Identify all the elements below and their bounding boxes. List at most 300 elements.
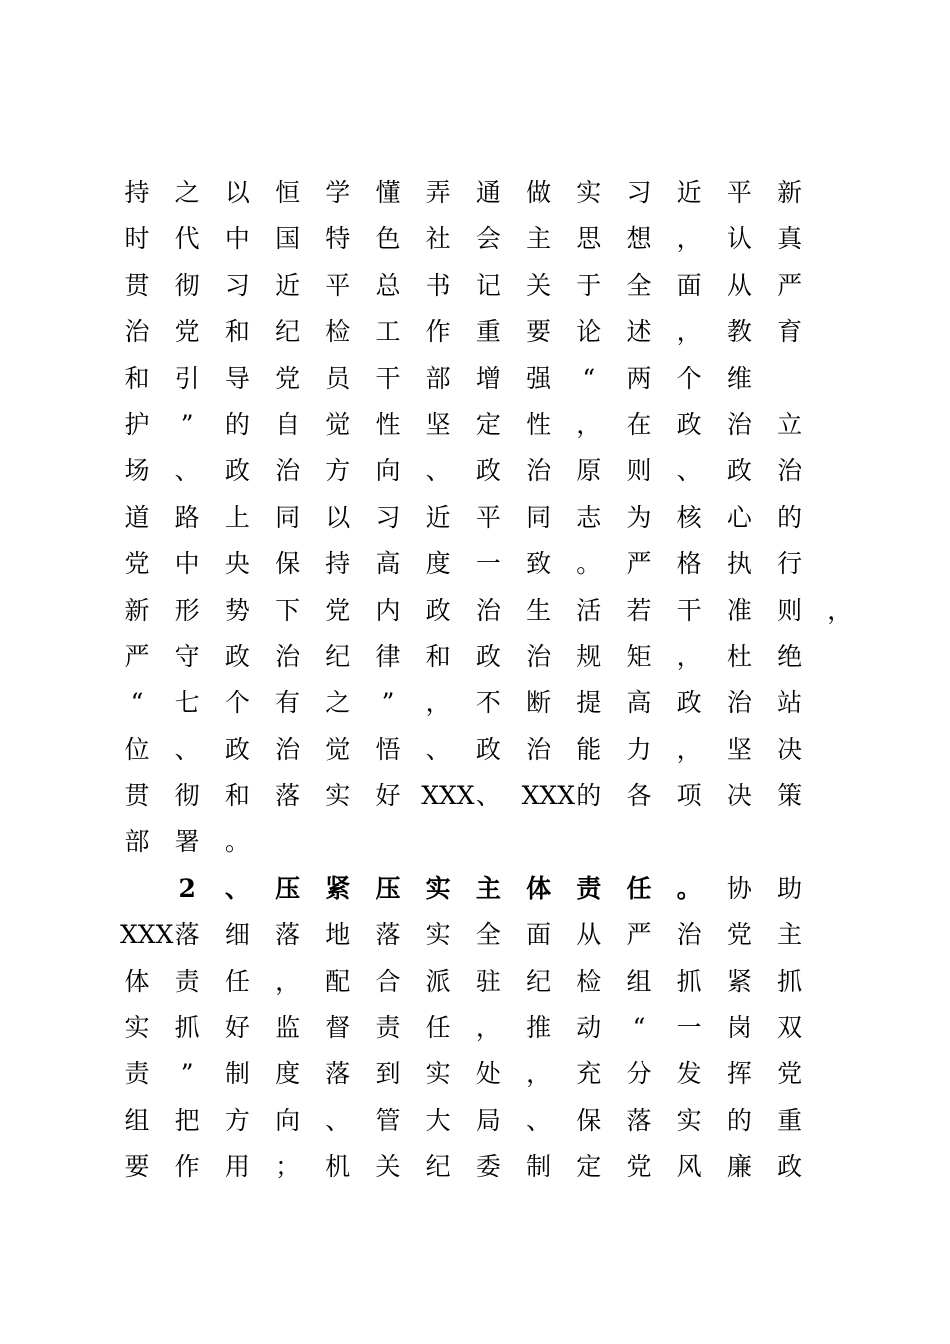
text-char: 政 [224, 456, 250, 486]
text-char: 治 [526, 734, 552, 764]
text-char: 内 [375, 595, 401, 625]
text-char: 组 [626, 966, 652, 996]
text-char: 落 [325, 1059, 351, 1089]
text-char: 治 [275, 734, 301, 764]
text-char: 决 [726, 781, 752, 811]
text-char: 局 [475, 1105, 501, 1135]
text-char: 贯 [124, 270, 150, 300]
text-char: 策 [777, 781, 803, 811]
text-char: 恒 [275, 178, 301, 207]
text-char: 彻 [174, 781, 200, 811]
text-char: 总 [375, 270, 401, 300]
text-line [124, 216, 850, 262]
text-char: 干 [375, 363, 401, 393]
text-char: 制 [224, 1059, 250, 1089]
text-char: 全 [626, 270, 652, 300]
text-char: 检 [325, 317, 351, 347]
text-char: 纪 [425, 1152, 451, 1182]
text-line [124, 402, 850, 448]
text-char: 工 [375, 317, 401, 347]
text-char: 检 [576, 966, 602, 996]
text-char: 委 [475, 1152, 501, 1182]
text-char: 主 [777, 920, 803, 950]
text-char: 体 [526, 873, 552, 903]
text-char: 压 [275, 873, 301, 903]
text-char: ， [475, 1013, 501, 1043]
text-char: 向 [275, 1105, 301, 1135]
text-char: 思 [576, 224, 602, 254]
text-char: 增 [475, 363, 501, 393]
text-char: 杜 [726, 641, 752, 671]
text-char: 政 [224, 734, 250, 764]
text-char: 党 [626, 1152, 652, 1182]
text-char: 署 [174, 827, 200, 857]
text-char: 治 [526, 641, 552, 671]
text-line [124, 1144, 850, 1190]
text-char: 势 [224, 595, 250, 625]
text-char: 。 [224, 827, 250, 857]
text-char: 责 [174, 966, 200, 996]
text-char: 党 [726, 920, 752, 950]
text-char: 责 [124, 1059, 150, 1089]
text-char: 2 [178, 873, 196, 903]
text-char: 、 [676, 456, 702, 486]
text-char: 落 [375, 920, 401, 950]
text-char: 则 [626, 456, 652, 486]
text-line [124, 495, 850, 541]
text-char: 政 [676, 688, 702, 718]
text-char: 认 [726, 224, 752, 254]
text-char: 行 [777, 549, 803, 579]
text-char: 责 [375, 1013, 401, 1043]
text-char: 同 [275, 502, 301, 532]
text-char: 定 [576, 1152, 602, 1182]
text-char: 教 [726, 317, 752, 347]
text-char: 廉 [726, 1152, 752, 1182]
text-char: 学 [325, 178, 351, 207]
text-char: 纪 [526, 966, 552, 996]
text-char: 关 [526, 270, 552, 300]
text-char: 推 [526, 1013, 552, 1043]
text-char: 实 [425, 873, 451, 903]
text-char: 引 [174, 363, 200, 393]
text-char: 地 [325, 920, 351, 950]
text-char: 时 [124, 224, 150, 254]
text-char: 新 [777, 178, 803, 207]
text-char: 习 [626, 178, 652, 207]
text-line [124, 959, 850, 1005]
text-char: 作 [174, 1152, 200, 1182]
text-char: 性 [526, 409, 552, 439]
text-char: 悟 [375, 734, 401, 764]
text-line [124, 819, 850, 865]
text-char: 纪 [275, 317, 301, 347]
text-char: 双 [777, 1013, 803, 1043]
text-char: 治 [275, 456, 301, 486]
text-char: 书 [425, 270, 451, 300]
text-char: 政 [224, 641, 250, 671]
text-char: 作 [425, 317, 451, 347]
text-char: 协 [726, 873, 752, 903]
text-char: 提 [576, 688, 602, 718]
text-char: 色 [375, 224, 401, 254]
text-char: 主 [526, 224, 552, 254]
text-char: 实 [676, 1105, 702, 1135]
text-char: 面 [676, 270, 702, 300]
text-char: 为 [626, 502, 652, 532]
text-char: 从 [576, 920, 602, 950]
text-char: 强 [526, 363, 552, 393]
text-line [124, 448, 850, 494]
text-char: 、 [174, 456, 200, 486]
text-char: 活 [576, 595, 602, 625]
text-char: 严 [777, 270, 803, 300]
text-char: 要 [526, 317, 552, 347]
text-char: 七 [174, 688, 200, 718]
text-char: 政 [425, 595, 451, 625]
text-char: 合 [375, 966, 401, 996]
text-line [124, 263, 850, 309]
text-char: 在 [626, 409, 652, 439]
text-char: 实 [425, 1059, 451, 1089]
text-char: 述 [626, 317, 652, 347]
text-char: 性 [375, 409, 401, 439]
text-char: 个 [224, 688, 250, 718]
text-char: 上 [224, 502, 250, 532]
text-char: ， [526, 1059, 552, 1089]
text-char: 定 [475, 409, 501, 439]
text-char: 党 [275, 363, 301, 393]
text-char: 绝 [777, 641, 803, 671]
text-char: 度 [425, 549, 451, 579]
text-char: 律 [375, 641, 401, 671]
text-char: 一 [475, 549, 501, 579]
text-char: 一 [676, 1013, 702, 1043]
text-char: 处 [475, 1059, 501, 1089]
text-char: 特 [325, 224, 351, 254]
text-char: 保 [275, 549, 301, 579]
text-char: ， [676, 734, 702, 764]
text-char: 央 [224, 549, 250, 579]
text-char: 和 [425, 641, 451, 671]
text-char: 格 [676, 549, 702, 579]
text-char: 若 [626, 595, 652, 625]
text-char: 严 [124, 641, 150, 671]
text-char: 通 [475, 178, 501, 207]
text-char: 治 [777, 456, 803, 486]
text-char: 分 [626, 1059, 652, 1089]
text-char: 不 [475, 688, 501, 718]
text-char: 贯 [124, 781, 150, 811]
section-heading-line [130, 866, 850, 912]
text-line [124, 727, 850, 773]
text-char: 治 [275, 641, 301, 671]
text-char: 任 [224, 966, 250, 996]
text-char: 、 [526, 1105, 552, 1135]
text-char: XXX [521, 781, 575, 811]
text-char: 近 [275, 270, 301, 300]
text-char: 、 [224, 873, 250, 903]
text-char: 党 [124, 549, 150, 579]
text-char: 、 [174, 734, 200, 764]
text-char: “ [582, 363, 596, 393]
text-char: 大 [425, 1105, 451, 1135]
text-char: 志 [576, 502, 602, 532]
text-char: 觉 [325, 734, 351, 764]
text-char: 平 [325, 270, 351, 300]
text-char: 国 [275, 224, 301, 254]
text-char: 觉 [325, 409, 351, 439]
text-char: 有 [275, 688, 301, 718]
text-char: 风 [676, 1152, 702, 1182]
text-char: 代 [174, 224, 200, 254]
text-char: 抓 [676, 966, 702, 996]
text-char: 政 [777, 1152, 803, 1182]
text-char: 力 [626, 734, 652, 764]
text-char: 实 [425, 920, 451, 950]
text-char: 治 [676, 920, 702, 950]
text-line [124, 1005, 850, 1051]
text-char: 主 [475, 873, 501, 903]
text-char: 守 [174, 641, 200, 671]
text-char: 护 [124, 409, 150, 439]
text-char: ， [676, 641, 702, 671]
text-char: 重 [475, 317, 501, 347]
text-char: 到 [375, 1059, 401, 1089]
text-char: 中 [224, 224, 250, 254]
text-line [124, 541, 850, 587]
text-char: 决 [777, 734, 803, 764]
text-line [130, 680, 850, 726]
text-char: 方 [325, 456, 351, 486]
text-char: XXX [120, 920, 174, 950]
text-char: 平 [475, 502, 501, 532]
text-char: 用 [224, 1152, 250, 1182]
text-char: 站 [777, 688, 803, 718]
text-char: 和 [224, 781, 250, 811]
text-char: 任 [626, 873, 652, 903]
text-char: 各 [626, 781, 652, 811]
text-char: 干 [676, 595, 702, 625]
text-char: 好 [375, 781, 401, 811]
text-char: “ [130, 688, 144, 718]
text-char: 下 [275, 595, 301, 625]
text-char: 面 [526, 920, 552, 950]
text-char: 把 [174, 1105, 200, 1135]
text-char: 重 [777, 1105, 803, 1135]
text-char: 坚 [726, 734, 752, 764]
text-line [124, 1098, 850, 1144]
text-char: 党 [325, 595, 351, 625]
text-char: 道 [124, 502, 150, 532]
text-char: 监 [275, 1013, 301, 1043]
text-char: 压 [375, 873, 401, 903]
text-char: ， [676, 224, 702, 254]
text-char: 两 [626, 363, 652, 393]
text-char: 平 [726, 178, 752, 207]
text-char: 要 [124, 1152, 150, 1182]
text-char: 的 [576, 781, 602, 811]
text-char: 部 [425, 363, 451, 393]
text-char: 配 [325, 966, 351, 996]
text-char: 驻 [475, 966, 501, 996]
text-char: 生 [526, 595, 552, 625]
text-char: 抓 [777, 966, 803, 996]
text-char: 致 [526, 549, 552, 579]
text-char: 心 [726, 502, 752, 532]
text-char: ， [425, 688, 451, 718]
text-char: 挥 [726, 1059, 752, 1089]
text-char: 落 [626, 1105, 652, 1135]
text-char: 论 [576, 317, 602, 347]
text-char: ， [827, 595, 853, 625]
text-char: 管 [375, 1105, 401, 1135]
text-char: 以 [224, 178, 250, 207]
text-char: 立 [777, 409, 803, 439]
text-char: 彻 [174, 270, 200, 300]
text-char: 岗 [726, 1013, 752, 1043]
text-char: 督 [325, 1013, 351, 1043]
text-char: 严 [626, 920, 652, 950]
text-char: 紧 [726, 966, 752, 996]
text-char: 高 [626, 688, 652, 718]
text-char: 习 [375, 502, 401, 532]
text-char: 实 [576, 178, 602, 207]
text-char: 方 [224, 1105, 250, 1135]
text-char: 、 [425, 734, 451, 764]
text-char: 自 [275, 409, 301, 439]
text-char: 坚 [425, 409, 451, 439]
text-char: 育 [777, 317, 803, 347]
text-char: 真 [777, 224, 803, 254]
text-char: 持 [124, 178, 150, 207]
text-char: 的 [726, 1105, 752, 1135]
text-char: 位 [124, 734, 150, 764]
text-char: 导 [224, 363, 250, 393]
text-char: ， [275, 966, 301, 996]
text-char: 任 [425, 1013, 451, 1043]
text-char: 准 [726, 595, 752, 625]
text-char: 治 [726, 688, 752, 718]
text-char: 近 [676, 178, 702, 207]
text-char: 落 [275, 781, 301, 811]
text-char: 核 [676, 502, 702, 532]
text-char: 中 [174, 549, 200, 579]
text-char: ； [275, 1152, 301, 1182]
text-char: 纪 [325, 641, 351, 671]
text-line [124, 588, 853, 634]
text-char: 助 [777, 873, 803, 903]
text-char: 发 [676, 1059, 702, 1089]
text-char: 从 [726, 270, 752, 300]
text-char: 懂 [375, 178, 401, 207]
text-char: 紧 [325, 873, 351, 903]
text-char: 治 [124, 317, 150, 347]
text-line [124, 356, 850, 402]
text-char: 抓 [174, 1013, 200, 1043]
text-char: 。 [576, 549, 602, 579]
text-char: ， [576, 409, 602, 439]
text-char: 好 [224, 1013, 250, 1043]
text-char: 的 [224, 409, 250, 439]
text-char: ” [381, 688, 395, 718]
text-char: 断 [526, 688, 552, 718]
text-char: XXX [421, 781, 475, 811]
text-char: 弄 [425, 178, 451, 207]
text-char: 的 [777, 502, 803, 532]
text-char: 政 [726, 456, 752, 486]
text-char: 场 [124, 456, 150, 486]
text-char: 、 [325, 1105, 351, 1135]
text-line [124, 1051, 850, 1097]
text-char: 向 [375, 456, 401, 486]
text-char: 矩 [626, 641, 652, 671]
text-char: 记 [475, 270, 501, 300]
text-char: 度 [275, 1059, 301, 1089]
text-char: 维 [726, 363, 752, 393]
text-char: 和 [124, 363, 150, 393]
text-char: 机 [325, 1152, 351, 1182]
text-char: 实 [124, 1013, 150, 1043]
text-char: 保 [576, 1105, 602, 1135]
text-line [124, 170, 850, 216]
text-char: 。 [676, 873, 702, 903]
text-char: 动 [576, 1013, 602, 1043]
text-char: 项 [676, 781, 702, 811]
text-line [124, 773, 850, 819]
text-char: 规 [576, 641, 602, 671]
text-char: 同 [526, 502, 552, 532]
text-line [124, 309, 850, 355]
text-char: 责 [576, 873, 602, 903]
text-char: 党 [174, 317, 200, 347]
text-char: 落 [174, 920, 200, 950]
text-char: 全 [475, 920, 501, 950]
text-char: 体 [124, 966, 150, 996]
text-char: 之 [174, 178, 200, 207]
text-char: ， [676, 317, 702, 347]
text-char: 部 [124, 827, 150, 857]
text-char: 实 [325, 781, 351, 811]
text-char: “ [632, 1013, 646, 1043]
text-char: 做 [526, 178, 552, 207]
text-char: 政 [475, 456, 501, 486]
text-char: 原 [576, 456, 602, 486]
text-char: 于 [576, 270, 602, 300]
text-char: ” [180, 409, 194, 439]
text-char: 员 [325, 363, 351, 393]
text-char: ” [180, 1059, 194, 1089]
text-char: 近 [425, 502, 451, 532]
text-char: 习 [224, 270, 250, 300]
text-char: 高 [375, 549, 401, 579]
text-char: 治 [526, 456, 552, 486]
text-char: 派 [425, 966, 451, 996]
text-char: 落 [275, 920, 301, 950]
text-char: 以 [325, 502, 351, 532]
text-char: 组 [124, 1105, 150, 1135]
text-char: 执 [726, 549, 752, 579]
text-char: 细 [224, 920, 250, 950]
text-char: 能 [576, 734, 602, 764]
body-text [120, 170, 853, 1191]
text-char: 和 [224, 317, 250, 347]
text-char: 持 [325, 549, 351, 579]
text-char: 会 [475, 224, 501, 254]
text-char: 关 [375, 1152, 401, 1182]
text-char: 、 [475, 781, 501, 811]
text-char: 充 [576, 1059, 602, 1089]
